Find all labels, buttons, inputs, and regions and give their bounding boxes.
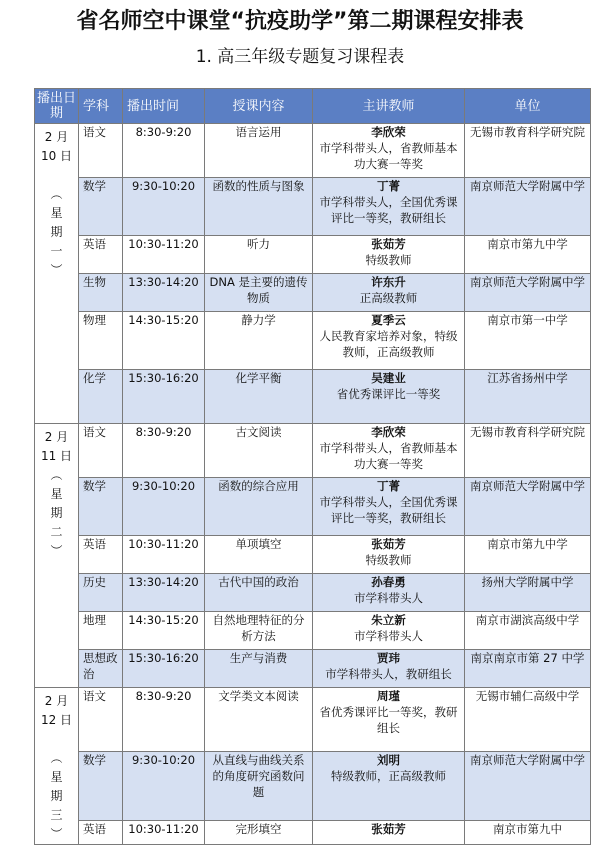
unit-cell: 南京市第一中学 [465, 312, 591, 370]
teacher-name: 夏季云 [371, 313, 406, 327]
unit-cell: 南京师范大学附属中学 [465, 178, 591, 236]
unit-cell: 南京师范大学附属中学 [465, 478, 591, 536]
teacher-cell [313, 612, 465, 650]
date-line: 2 月 [44, 430, 69, 444]
teacher-name: 张茹芳 [371, 822, 406, 837]
date-line: ︶ [50, 544, 63, 558]
topic-cell: 自然地理特征的分析方法 [205, 612, 313, 650]
teacher-title: 特级教师 [365, 553, 412, 567]
unit-cell: 南京南京市第 27 中学 [465, 650, 591, 688]
time-cell: 13:30-14:20 [123, 574, 205, 612]
teacher-name: 刘明 [377, 753, 400, 768]
header-teacher: 主讲教师 [313, 89, 465, 124]
topic-cell: 函数的性质与图象 [205, 178, 313, 236]
date-line: ︵ [50, 468, 63, 482]
table-row [35, 236, 591, 274]
topic-cell: 化学平衡 [205, 370, 313, 424]
table-row [35, 612, 591, 650]
date-line: 星 [50, 770, 63, 784]
date-line: 期 [50, 506, 63, 520]
teacher-title: 市学科带头人，全国优秀课评比一等奖，教研组长 [319, 195, 458, 225]
teacher-name: 周瑾 [377, 689, 400, 703]
teacher-cell [313, 370, 465, 424]
broadcast-date [35, 688, 79, 845]
teacher-title: 市学科带头人，省教师基本功大赛一等奖 [319, 441, 458, 471]
date-line: 12 日 [40, 713, 73, 727]
subject-cell: 物理 [79, 312, 123, 370]
subject-cell: 语文 [79, 124, 123, 178]
teacher-title: 市学科带头人 [354, 591, 423, 605]
table-row [35, 424, 591, 478]
teacher-cell [313, 688, 465, 752]
table-row [35, 178, 591, 236]
date-line: ︶ [50, 263, 63, 277]
unit-cell: 南京市第九中 [465, 821, 591, 845]
teacher-title: 特级教师 [365, 253, 412, 267]
topic-cell: 古代中国的政治 [205, 574, 313, 612]
teacher-cell [313, 124, 465, 178]
date-line: 星 [50, 487, 63, 501]
table-row [35, 536, 591, 574]
time-cell: 15:30-16:20 [123, 370, 205, 424]
time-cell: 10:30-11:20 [123, 821, 205, 845]
teacher-cell [313, 424, 465, 478]
time-cell: 10:30-11:20 [123, 236, 205, 274]
date-line [37, 166, 76, 185]
time-cell: 14:30-15:20 [123, 312, 205, 370]
header-unit: 单位 [465, 89, 591, 124]
schedule-body [35, 124, 591, 845]
teacher-name: 丁菁 [377, 179, 400, 193]
time-cell: 9:30-10:20 [123, 478, 205, 536]
subject-cell: 英语 [79, 821, 123, 845]
time-cell: 8:30-9:20 [123, 688, 205, 752]
unit-cell: 南京市湖滨高级中学 [465, 612, 591, 650]
teacher-name: 李欣荣 [371, 425, 406, 439]
subject-cell: 数学 [79, 752, 123, 821]
topic-cell: 静力学 [205, 312, 313, 370]
unit-cell: 扬州大学附属中学 [465, 574, 591, 612]
topic-cell: 完形填空 [205, 821, 313, 845]
teacher-name: 张茹芳 [371, 537, 406, 551]
topic-cell: 古文阅读 [205, 424, 313, 478]
subject-cell: 地理 [79, 612, 123, 650]
table-row [35, 688, 591, 752]
teacher-title: 省优秀课评比一等奖，教研组长 [319, 705, 458, 735]
topic-cell: 单项填空 [205, 536, 313, 574]
unit-cell: 无锡市教育科学研究院 [465, 424, 591, 478]
table-row [35, 574, 591, 612]
topic-cell: 文学类文本阅读 [205, 688, 313, 752]
subject-cell: 数学 [79, 178, 123, 236]
table-row [35, 312, 591, 370]
subject-cell: 思想政治 [79, 650, 123, 688]
teacher-title: 人民教育家培养对象，特级教师，正高级教师 [319, 329, 458, 359]
teacher-cell [313, 478, 465, 536]
teacher-name: 张茹芳 [371, 237, 406, 251]
unit-cell: 南京师范大学附属中学 [465, 274, 591, 312]
subject-cell: 生物 [79, 274, 123, 312]
date-line: ︵ [50, 751, 63, 765]
teacher-name: 朱立新 [371, 613, 406, 627]
teacher-cell [313, 178, 465, 236]
time-cell: 14:30-15:20 [123, 612, 205, 650]
table-row [35, 370, 591, 424]
time-cell: 9:30-10:20 [123, 752, 205, 821]
teacher-cell [313, 574, 465, 612]
teacher-cell [313, 650, 465, 688]
unit-cell: 南京师范大学附属中学 [465, 752, 591, 821]
subject-cell: 英语 [79, 236, 123, 274]
table-row [35, 274, 591, 312]
subject-cell: 英语 [79, 536, 123, 574]
date-line: 2 月 [44, 130, 69, 144]
date-line: ︵ [50, 187, 63, 201]
date-line: 11 日 [40, 449, 73, 463]
time-cell: 8:30-9:20 [123, 124, 205, 178]
page-subtitle: 1. 高三年级专题复习课程表 [195, 47, 405, 67]
teacher-name: 孙春勇 [371, 575, 406, 589]
teacher-cell [313, 236, 465, 274]
unit-cell: 江苏省扬州中学 [465, 370, 591, 424]
time-cell: 15:30-16:20 [123, 650, 205, 688]
topic-cell: 听力 [205, 236, 313, 274]
broadcast-date [35, 424, 79, 688]
header-date: 播出日期 [35, 89, 79, 124]
date-line [37, 730, 76, 749]
table-row [35, 650, 591, 688]
date-line: ︶ [50, 827, 63, 841]
subject-cell: 语文 [79, 688, 123, 752]
date-line: 10 日 [40, 149, 73, 163]
subject-cell: 数学 [79, 478, 123, 536]
teacher-title: 特级教师，正高级教师 [331, 769, 446, 784]
teacher-title: 正高级教师 [359, 291, 418, 305]
subject-cell: 历史 [79, 574, 123, 612]
teacher-title: 省优秀课评比一等奖 [336, 387, 441, 401]
teacher-name: 贾玮 [377, 651, 400, 665]
teacher-title: 市学科带头人，全国优秀课评比一等奖，教研组长 [319, 495, 458, 525]
teacher-title: 市学科带头人 [354, 629, 423, 643]
table-row [35, 752, 591, 821]
time-cell: 10:30-11:20 [123, 536, 205, 574]
date-line: 星 [50, 206, 63, 220]
teacher-name: 吴建业 [371, 371, 406, 385]
topic-cell: 函数的综合应用 [205, 478, 313, 536]
teacher-cell [313, 536, 465, 574]
table-row [35, 478, 591, 536]
time-cell: 9:30-10:20 [123, 178, 205, 236]
topic-cell: 从直线与曲线关系的角度研究函数问题 [205, 752, 313, 821]
teacher-name: 李欣荣 [371, 125, 406, 139]
page-title: 省名师空中课堂“抗疫助学”第二期课程安排表 [76, 9, 524, 34]
topic-cell: DNA 是主要的遗传物质 [205, 274, 313, 312]
unit-cell: 南京市第九中学 [465, 236, 591, 274]
topic-cell: 语言运用 [205, 124, 313, 178]
time-cell: 8:30-9:20 [123, 424, 205, 478]
unit-cell: 无锡市教育科学研究院 [465, 124, 591, 178]
teacher-cell [313, 752, 465, 821]
subject-cell: 语文 [79, 424, 123, 478]
date-line: 二 [50, 525, 63, 539]
header-subject: 学科 [79, 89, 123, 124]
teacher-name: 丁菁 [377, 479, 400, 493]
teacher-cell [313, 274, 465, 312]
header-topic: 授课内容 [205, 89, 313, 124]
teacher-cell [313, 312, 465, 370]
table-row [35, 124, 591, 178]
table-header-row [35, 89, 591, 124]
date-line: 三 [50, 808, 63, 822]
date-line: 期 [50, 225, 63, 239]
unit-cell: 无锡市辅仁高级中学 [465, 688, 591, 752]
subject-cell: 化学 [79, 370, 123, 424]
topic-cell: 生产与消费 [205, 650, 313, 688]
teacher-name: 许东升 [371, 275, 406, 289]
date-line: 2 月 [44, 694, 69, 708]
time-cell: 13:30-14:20 [123, 274, 205, 312]
date-line: 期 [50, 789, 63, 803]
schedule-table [34, 88, 591, 845]
teacher-title: 市学科带头人，省教师基本功大赛一等奖 [319, 141, 458, 171]
unit-cell: 南京市第九中学 [465, 536, 591, 574]
teacher-title: 市学科带头人，教研组长 [325, 667, 452, 681]
date-line: 一 [50, 244, 63, 258]
broadcast-date [35, 124, 79, 424]
header-time: 播出时间 [123, 89, 205, 124]
